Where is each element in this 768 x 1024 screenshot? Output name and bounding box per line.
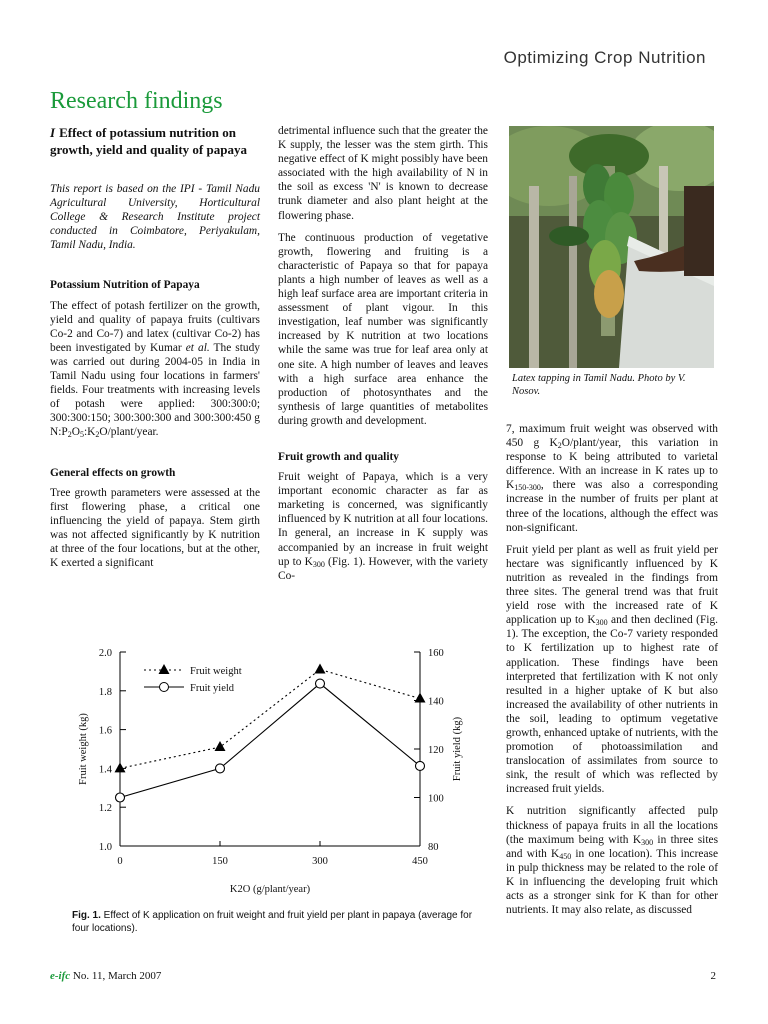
x-tick-label: 0 bbox=[117, 856, 123, 867]
y-left-tick-label: 1.4 bbox=[98, 764, 112, 776]
column-2 bbox=[278, 124, 488, 591]
fruit-yield-point bbox=[116, 793, 125, 802]
legend-yield-label: Fruit yield bbox=[190, 683, 235, 694]
fruit-weight-point bbox=[315, 663, 326, 673]
x-tick-label: 150 bbox=[212, 856, 228, 867]
footer-brand: e-ifc bbox=[50, 970, 71, 982]
growth-heading: General effects on growth bbox=[50, 466, 176, 479]
papaya-photo bbox=[509, 126, 714, 368]
col2-paragraph-2: The continuous production of vegetative growth, flowering and fruiting is a characteristic of Papaya so that for papaya plants a high number of leaves as well as a high leaf surface area are important criteria in assessment of plant vigour. In this investigation, leaf number was significantly increased by K nutrition at two locations while the same was true for leaf area only at one site. A high number of leaves and leaves with a high surface area enhance the production of photosynthates and the synthesis of large quantities of metabolites during growth and development. bbox=[278, 231, 488, 427]
chart-ticks bbox=[99, 648, 444, 867]
legend-yield-marker bbox=[160, 683, 169, 692]
figure-caption: Fig. 1. Effect of K application on fruit weight and fruit yield per plant in papaya (average for four locations). bbox=[72, 910, 473, 934]
col3-paragraph-2: Fruit yield per plant as well as fruit yield per hectare was significantly influenced by K nutrition as revealed in the findings from three sites. The general trend was that fruit yield rose with the increased rate of K application up to $K_{300}$ and then declined (Fig. 1). The exception, the Co-7 variety responded to K fertilization up to highest rate of application. These findings have been interpreted that fertilization with K not only resulted in a higher uptake of K but also increased the availability of other nutrients in the soil, leading to optimum vegetative growth, enhanced uptake of nutrients, with the promotion of photoassimilation and translocation of assimilates from source to sink, the result of which was reflected by increased fruit yields. bbox=[506, 543, 718, 796]
y-left-tick-label: 1.2 bbox=[98, 803, 112, 815]
article-title-text: Effect of potassium nutrition on growth, yield and quality of papaya bbox=[50, 125, 247, 157]
y-axis-left-label: Fruit weight (kg) bbox=[78, 713, 89, 785]
y-left-tick-label: 1.6 bbox=[98, 725, 112, 737]
col3-paragraph-3: K nutrition significantly affected pulp thickness of papaya fruits in all the locations (the maximum being with $K_{300}$ in three sites and with $K_{450}$ in one location). This increase in pulp thickness may be related to the role of K in influencing the developing fruit which acts as a stronger sink for K than for other nutrients. It may also relate, as discussed bbox=[506, 805, 718, 917]
column-3 bbox=[506, 422, 718, 925]
y-right-tick-label: 100 bbox=[428, 793, 444, 805]
photo-caption: Latex tapping in Tamil Nadu. Photo by V. Nosov. bbox=[512, 373, 686, 397]
fruit-yield-point bbox=[416, 761, 425, 770]
fruit-weight-point bbox=[215, 741, 226, 751]
page-number: 2 bbox=[710, 970, 716, 982]
x-tick-label: 450 bbox=[412, 856, 428, 867]
y-left-tick-label: 2.0 bbox=[98, 648, 112, 659]
footer-issue: e-ifc No. 11, March 2007 bbox=[50, 970, 162, 982]
series-line-fruit-yield bbox=[120, 684, 420, 798]
x-tick-label: 300 bbox=[312, 856, 328, 867]
fruit-weight-point bbox=[115, 762, 126, 772]
fruit-yield-point bbox=[316, 679, 325, 688]
fruit-heading: Fruit growth and quality bbox=[278, 450, 399, 463]
col2-paragraph-3: Fruit weight of Papaya, which is a very important economic character as far as marketing is concerned, was significantly influenced by K nutrition at all four locations. In general, an increase in K supply was accompanied by an increase in fruit weight up to $K_{300}$ (Fig. 1). However, with the variety Co- bbox=[278, 471, 488, 582]
legend-weight-label: Fruit weight bbox=[190, 666, 242, 677]
column-1 bbox=[50, 124, 260, 578]
legend-weight-marker bbox=[159, 664, 170, 674]
potassium-paragraph: The effect of potash fertilizer on the growth, yield and quality of papaya fruits (cultivars Co-2 and Co-7) and latex (cultivar Co-2) has been investigated by Kumar et al. The study was carried out during 2004-05 in India in Tamil Nadu using four locations in farmers' fields. Four treatments with increasing levels of potash were applied: 300:300:0; 300:300:150; 300:300:300 and 300:300:450 g $N:P_2O_5:K_2O/plant$/year. bbox=[50, 299, 260, 440]
chart-axes bbox=[120, 652, 420, 846]
fruit-weight-point bbox=[415, 693, 426, 703]
section-title: Research findings bbox=[50, 88, 223, 114]
y-right-tick-label: 160 bbox=[428, 648, 444, 659]
y-left-tick-label: 1.8 bbox=[98, 686, 112, 698]
y-right-tick-label: 80 bbox=[428, 842, 439, 853]
x-axis-label: K2O (g/plant/year) bbox=[229, 884, 311, 895]
potassium-heading: Potassium Nutrition of Papaya bbox=[50, 279, 200, 292]
latex-tapping-image bbox=[509, 126, 714, 368]
article-intro: This report is based on the IPI - Tamil Nadu Agricultural University, Horticultural College & Research Institute project conducted in Coimbatore, Periyakulam, Tamil Nadu, India. bbox=[50, 183, 260, 252]
chart-legend bbox=[144, 664, 242, 694]
running-head: Optimizing Crop Nutrition bbox=[503, 48, 706, 67]
article-number: I bbox=[50, 125, 56, 140]
y-left-tick-label: 1.0 bbox=[98, 842, 112, 853]
y-axis-right-label: Fruit yield (kg) bbox=[452, 716, 463, 782]
fruit-yield-point bbox=[216, 764, 225, 773]
col3-paragraph-1: 7, maximum fruit weight was observed with 450 g $K_2O/plant$/year, this variation in response to K being attributed to varietal difference. With an increase in K rates up to $K_{150-300}$, there was also a corresponding increase in the number of fruits per plant at three of the locations, although the effect was non-significant. bbox=[506, 423, 719, 534]
col2-paragraph-1: detrimental influence such that the greater the K supply, the lesser was the stem girth. This negative effect of K might possibly have been associated with the high availability of N in the soil as excess 'N' is known to decrease trunk diameter and also plant height at the flowering phase. bbox=[278, 125, 488, 222]
growth-paragraph: Tree growth parameters were assessed at the first flowering phase, a critical one influencing the yield of papaya. Stem girth was not affected significantly by K nutrition at three of the four locations, but at the other, K exerted a significant bbox=[50, 486, 260, 570]
article-title bbox=[50, 124, 260, 158]
y-right-tick-label: 120 bbox=[428, 745, 444, 756]
figure-1-chart bbox=[60, 640, 480, 900]
y-right-tick-label: 140 bbox=[428, 696, 444, 708]
chart-svg bbox=[60, 640, 480, 900]
